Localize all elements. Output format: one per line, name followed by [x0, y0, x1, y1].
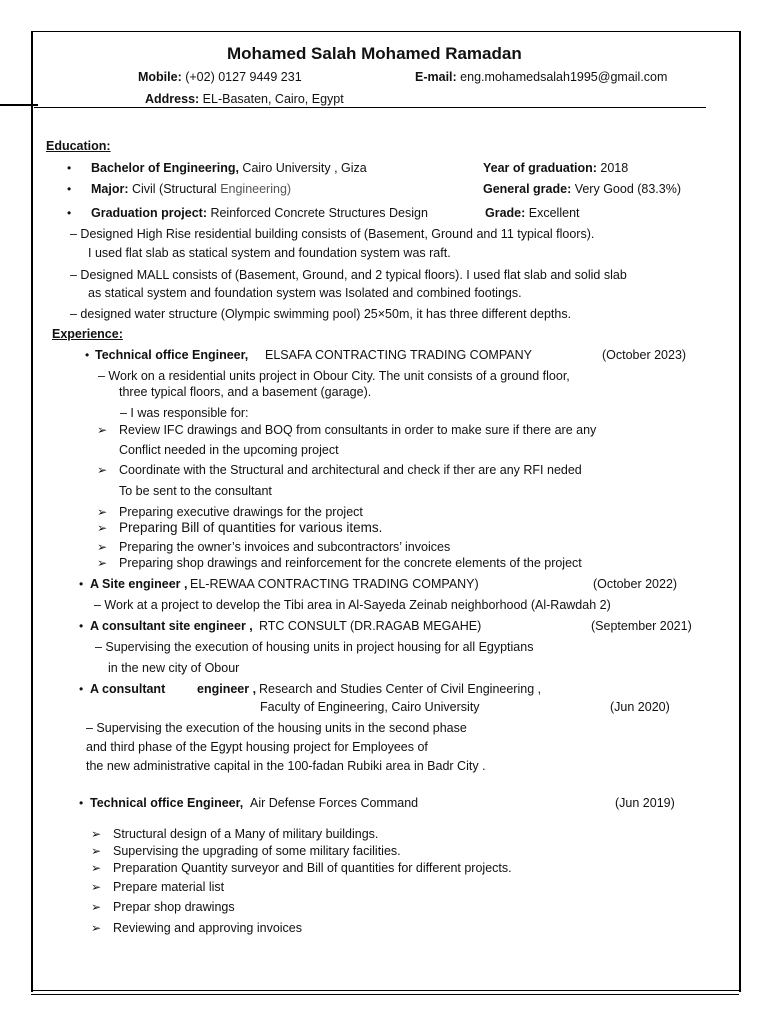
job1-title: Technical office Engineer, [95, 348, 249, 362]
arrow-icon: ➢ [97, 505, 108, 519]
mobile-line [138, 70, 302, 85]
grade-label: Grade: [485, 206, 526, 220]
general-grade-label: General grade: [483, 182, 572, 196]
education-line: – Designed MALL consists of (Basement, Ground, and 2 typical floors). I used flat slab and solid slab [70, 268, 627, 282]
project-label: Graduation project: [91, 206, 207, 220]
major-label: Major: [91, 182, 129, 196]
general-grade-line [483, 182, 681, 197]
mobile-value: (+02) 0127 9449 231 [181, 70, 302, 84]
job5-item: Prepare material list [113, 880, 225, 894]
job4-company-cont: Faculty of Engineering, Cairo University [260, 700, 480, 714]
degree-value: Cairo University , Giza [238, 161, 367, 175]
major-line [91, 182, 291, 197]
job1-item: Preparing executive drawings for the project [119, 505, 363, 519]
grad-year-line [483, 161, 628, 176]
job1-item: Review IFC drawings and BOQ from consultants in order to make sure if there are any [119, 423, 597, 437]
arrow-icon: ➢ [91, 900, 102, 914]
education-line: – Designed High Rise residential building consists of (Basement, Ground and 11 typical floors). [70, 227, 595, 241]
job2-title: A Site engineer , [90, 577, 188, 591]
address-label: Address: [145, 92, 200, 106]
major-value: Civil (Structural [128, 182, 221, 196]
job1-item: Conflict needed in the upcoming project [119, 443, 339, 457]
job1-desc: – I was responsible for: [120, 406, 249, 420]
experience-heading: Experience: [52, 327, 123, 341]
grad-year-label: Year of graduation: [483, 161, 597, 175]
degree-line [91, 161, 367, 176]
job5-title: Technical office Engineer, [90, 796, 244, 810]
arrow-icon: ➢ [91, 844, 102, 858]
arrow-icon: ➢ [91, 861, 102, 875]
email-label: E-mail: [415, 70, 457, 84]
project-value: Reinforced Concrete Structures Design [206, 206, 428, 220]
job5-item: Prepar shop drawings [113, 900, 235, 914]
bullet: • [79, 796, 84, 810]
education-line: I used flat slab as statical system and foundation system was raft. [88, 246, 451, 260]
job1-item: Preparing Bill of quantities for various items. [119, 520, 383, 535]
job4-title-cont: engineer , [197, 682, 257, 696]
address-line [145, 92, 344, 107]
candidate-name: Mohamed Salah Mohamed Ramadan [227, 44, 522, 63]
job4-title: A consultant [90, 682, 166, 696]
job3-date: (September 2021) [591, 619, 692, 633]
job5-company: Air Defense Forces Command [250, 796, 419, 810]
arrow-icon: ➢ [91, 880, 102, 894]
bullet: • [79, 682, 84, 696]
email-line [415, 70, 667, 85]
job1-company: ELSAFA CONTRACTING TRADING COMPANY [265, 348, 532, 362]
job2-company: EL-REWAA CONTRACTING TRADING COMPANY) [190, 577, 479, 591]
job1-item: Preparing the owner’s invoices and subcontractors’ invoices [119, 540, 451, 554]
job3-desc: in the new city of Obour [108, 661, 240, 675]
email-value: eng.mohamedsalah1995@gmail.com [456, 70, 668, 84]
header-rule [34, 107, 706, 108]
bullet: • [67, 182, 72, 196]
bullet: • [85, 348, 90, 362]
job4-date: (Jun 2020) [610, 700, 670, 714]
arrow-icon: ➢ [97, 423, 108, 437]
job1-date: (October 2023) [602, 348, 687, 362]
grad-year-value: 2018 [596, 161, 629, 175]
page-frame-bottom [31, 990, 739, 995]
arrow-icon: ➢ [91, 921, 102, 935]
job3-company: RTC CONSULT (DR.RAGAB MEGAHE) [259, 619, 482, 633]
job1-item: Preparing shop drawings and reinforcement for the concrete elements of the project [119, 556, 582, 570]
arrow-icon: ➢ [97, 540, 108, 554]
arrow-icon: ➢ [97, 556, 108, 570]
job5-item: Preparation Quantity surveyor and Bill of quantities for different projects. [113, 861, 512, 875]
major-value-gray: Engineering) [220, 182, 292, 196]
arrow-icon: ➢ [97, 521, 108, 535]
job5-item: Supervising the upgrading of some military facilities. [113, 844, 401, 858]
job3-title: A consultant site engineer , [90, 619, 253, 633]
project-line [91, 206, 428, 221]
job1-desc: three typical floors, and a basement (garage). [119, 385, 372, 399]
job1-item: To be sent to the consultant [119, 484, 272, 498]
job5-item: Structural design of a Many of military buildings. [113, 827, 379, 841]
job4-desc: and third phase of the Egypt housing project for Employees of [86, 740, 428, 754]
job2-date: (October 2022) [593, 577, 678, 591]
bullet: • [79, 577, 84, 591]
job5-item: Reviewing and approving invoices [113, 921, 303, 935]
arrow-icon: ➢ [97, 463, 108, 477]
job1-desc: – Work on a residential units project in Obour City. The unit consists of a ground floor, [98, 369, 570, 383]
job2-desc: – Work at a project to develop the Tibi area in Al-Sayeda Zeinab neighborhood (Al-Rawdah 2) [94, 598, 611, 612]
bullet: • [79, 619, 84, 633]
job4-desc: – Supervising the execution of the housing units in the second phase [86, 721, 467, 735]
mobile-label: Mobile: [138, 70, 182, 84]
grade-line [485, 206, 580, 221]
education-heading: Education: [46, 139, 111, 153]
job3-desc: – Supervising the execution of housing units in project housing for all Egyptians [95, 640, 534, 654]
job4-company: Research and Studies Center of Civil Engineering , [259, 682, 542, 696]
job4-desc: the new administrative capital in the 100-fadan Rubiki area in Badr City . [86, 759, 486, 773]
education-line: – designed water structure (Olympic swimming pool) 25×50m, it has three different depths. [70, 307, 572, 321]
grade-value: Excellent [525, 206, 580, 220]
degree-label: Bachelor of Engineering, [91, 161, 239, 175]
job1-item: Coordinate with the Structural and architectural and check if ther are any RFI neded [119, 463, 582, 477]
bullet: • [67, 161, 72, 175]
job5-date: (Jun 2019) [615, 796, 675, 810]
education-line: as statical system and foundation system was Isolated and combined footings. [88, 286, 522, 300]
bullet: • [67, 206, 72, 220]
general-grade-value: Very Good (83.3%) [571, 182, 682, 196]
side-rule [0, 104, 38, 106]
arrow-icon: ➢ [91, 827, 102, 841]
address-value: EL-Basaten, Cairo, Egypt [199, 92, 344, 106]
